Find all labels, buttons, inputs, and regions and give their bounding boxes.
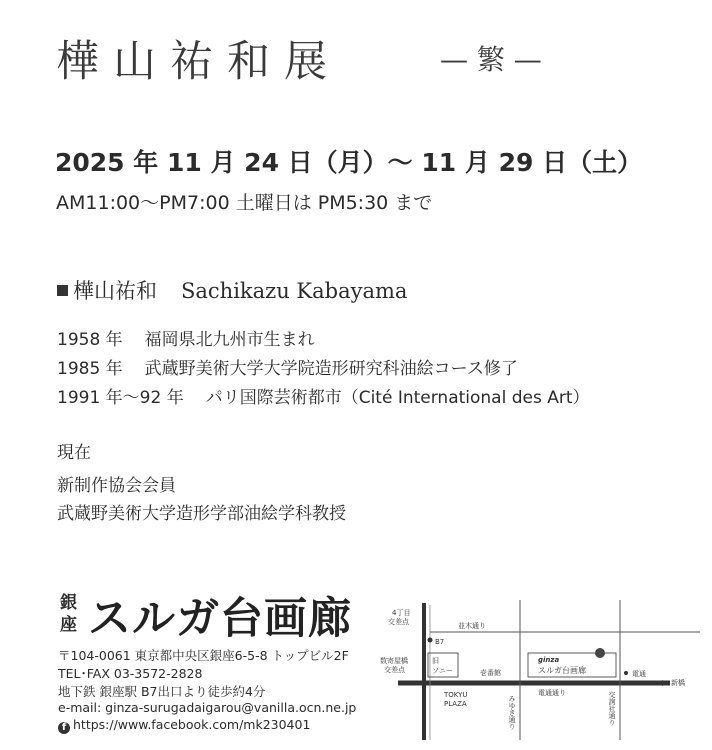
bio-text: パリ国際芸術都市（Cité International des Art） — [205, 388, 590, 408]
artist-name-jp: 樺山祐和 — [73, 279, 157, 303]
map-label: 電通通り — [538, 689, 566, 697]
gallery-access: 地下鉄 銀座駅 B7出口より徒歩約4分 — [58, 684, 266, 699]
gallery-facebook[interactable] — [58, 717, 310, 734]
gallery-prefix: 銀座 — [60, 593, 77, 635]
gallery-tel: TEL･FAX 03-3572-2828 — [58, 666, 203, 681]
map-label: ソニー — [432, 667, 453, 675]
map-label: 交差点 — [388, 618, 409, 626]
facebook-icon: f — [58, 722, 70, 734]
artist-name-en: Sachikazu Kabayama — [181, 279, 408, 303]
artist-heading — [57, 275, 407, 305]
exhibition-dates: 2025 年 11 月 24 日（月）～ 11 月 29 日（土） — [55, 148, 643, 177]
square-bullet-icon — [57, 285, 68, 296]
map-label: ginza — [538, 656, 560, 664]
map-label: 旧 — [432, 657, 439, 665]
map-gallery-marker — [595, 648, 605, 658]
map-label: PLAZA — [444, 700, 467, 708]
map-b7-marker — [428, 638, 433, 643]
current-position: 新制作協会会員 — [57, 476, 176, 496]
bio-text: 福岡県北九州市生まれ — [144, 330, 315, 350]
current-label: 現在 — [57, 443, 91, 463]
current-position: 武蔵野美術大学造形学部油絵学科教授 — [57, 504, 346, 524]
map-label: 並木通り — [458, 622, 486, 630]
access-map — [380, 595, 700, 740]
map-label: B7 — [435, 638, 445, 646]
gallery-name: スルガ台画廊 — [88, 594, 352, 644]
gallery-address: 〒104-0061 東京都中央区銀座6-5-8 トップビル2F — [58, 648, 349, 663]
bio-item — [57, 325, 315, 350]
bio-year: 1985 年 — [57, 359, 123, 379]
map-label: 壱番館 — [480, 669, 501, 677]
facebook-url[interactable]: https://www.facebook.com/mk230401 — [73, 717, 311, 732]
exhibition-subtitle: — 繁 — — [440, 43, 542, 76]
map-label: 交差点 — [384, 666, 405, 674]
map-label: 電通 — [632, 670, 646, 678]
bio-year: 1991 年～92 年 — [57, 388, 184, 408]
bio-text: 武蔵野美術大学大学院造形研究科油絵コース修了 — [144, 359, 518, 379]
map-label: スルガ台画廊 — [538, 666, 586, 675]
bio-item — [57, 354, 518, 379]
map-label: みゆき通り — [508, 695, 516, 730]
map-label: 数寄屋橋 — [380, 657, 408, 665]
gallery-email[interactable]: e-mail: ginza-surugadaigarou@vanilla.ocn.ne.jp — [58, 700, 357, 715]
exhibition-hours: AM11:00～PM7:00 土曜日は PM5:30 まで — [56, 192, 433, 214]
bio-item — [57, 383, 590, 408]
bio-year: 1958 年 — [57, 330, 123, 350]
exhibition-title: 樺山祐和展 — [56, 37, 341, 87]
map-label: 交詢社通り — [608, 691, 616, 726]
map-dentsu-marker — [624, 671, 628, 675]
map-label: 新橋 — [671, 679, 685, 687]
map-label: 4丁目 — [392, 609, 411, 617]
map-label: TOKYU — [444, 691, 468, 699]
